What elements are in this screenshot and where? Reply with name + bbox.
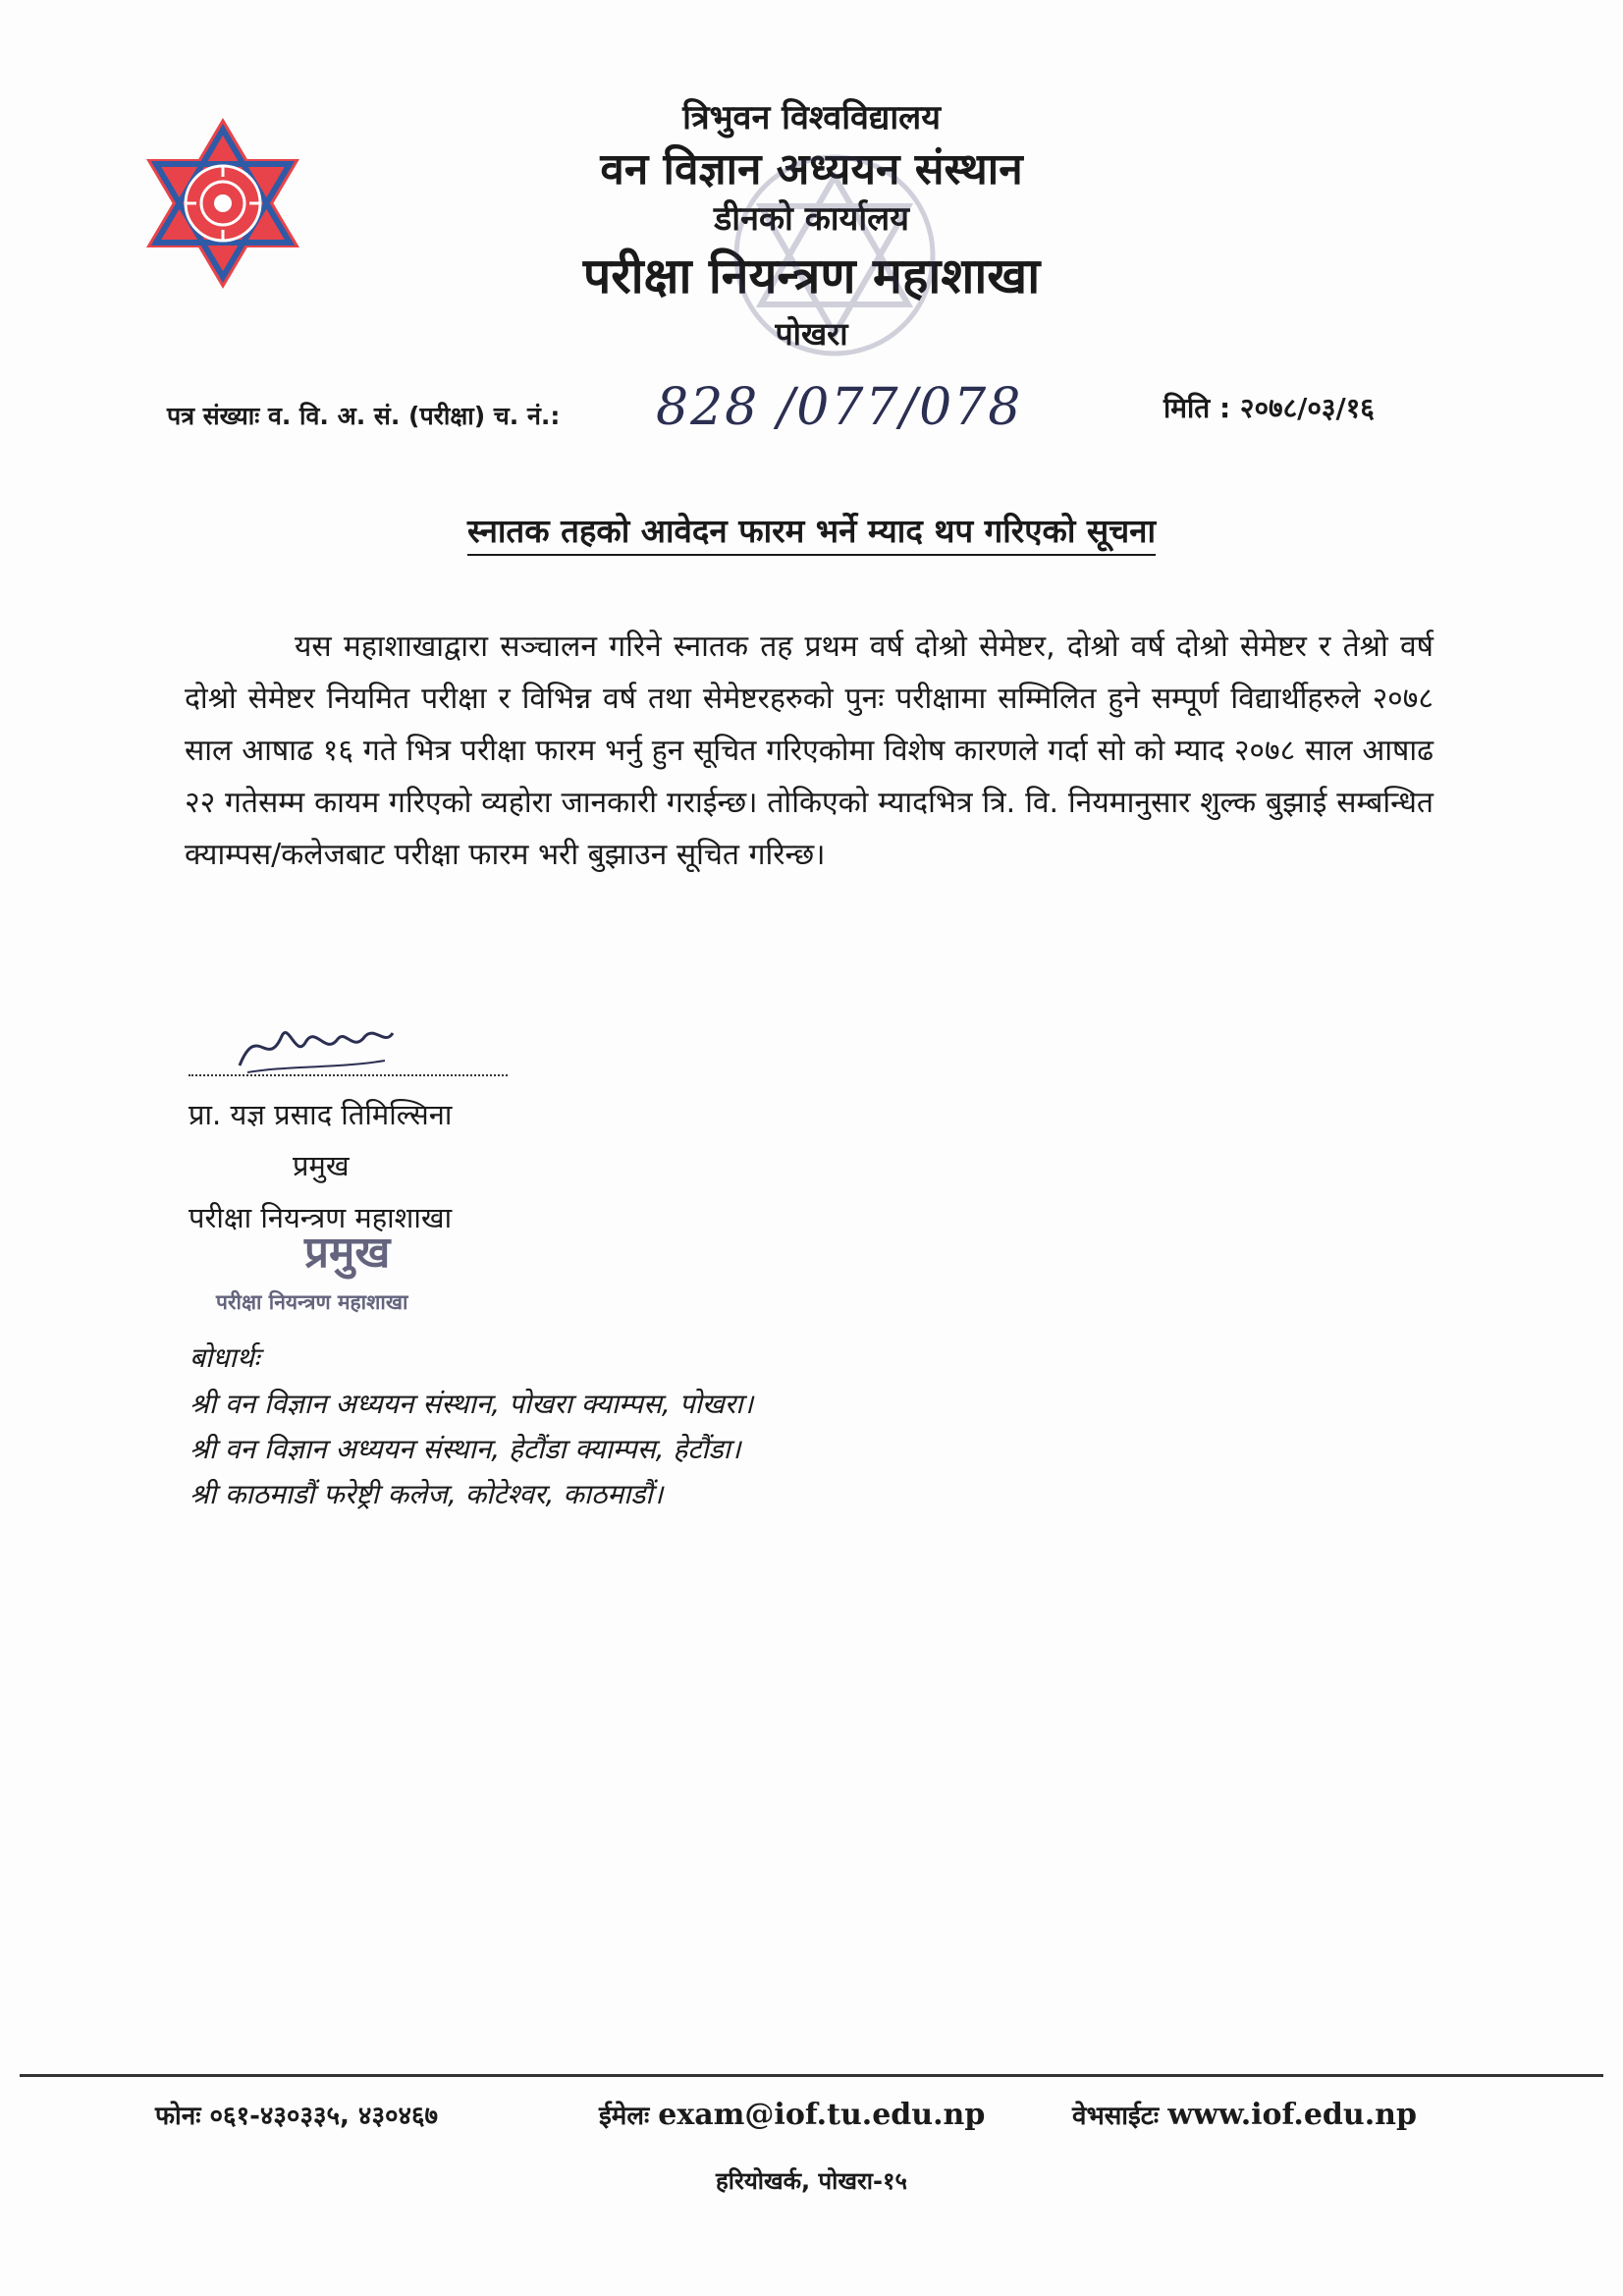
cc-item: श्री काठमाडौं फरेष्ट्री कलेज, कोटेश्वर, काठमाडौं। — [189, 1478, 664, 1510]
date: मिति : २०७८/०३/१६ — [1163, 392, 1375, 424]
footer-divider — [20, 2074, 1603, 2077]
subject-text: स्नातक तहको आवेदन फारम भर्ने म्याद थप गरिएको सूचना — [467, 512, 1156, 556]
signatory-department: परीक्षा नियन्त्रण महाशाखा — [189, 1201, 453, 1234]
notice-subject — [0, 508, 1623, 552]
office-name: डीनको कार्यालय — [714, 199, 909, 239]
city-name: पोखरा — [775, 315, 848, 353]
reference-label: पत्र संख्याः व. वि. अ. सं. (परीक्षा) च. नं.: — [167, 402, 561, 430]
cc-item: श्री वन विज्ञान अध्ययन संस्थान, हेटौंडा क्याम्पस, हेटौंडा। — [189, 1433, 741, 1465]
signature-line — [189, 1074, 508, 1076]
footer-email — [599, 2097, 985, 2132]
stamp-title: प्रमुख — [304, 1228, 391, 1278]
reference-number: 828 /077/078 — [656, 378, 1023, 437]
cc-item: श्री वन विज्ञान अध्ययन संस्थान, पोखरा क्याम्पस, पोखरा। — [189, 1388, 754, 1420]
email-value: exam@iof.tu.edu.np — [658, 2098, 986, 2132]
signatory-title: प्रमुख — [293, 1149, 350, 1182]
signature — [228, 1011, 405, 1080]
notice-body: यस महाशाखाद्वारा सञ्चालन गरिने स्नातक तह प्रथम वर्ष दोश्रो सेमेष्टर, दोश्रो वर्ष दोश्रो सेमेष्टर र तेश्रो वर्ष दोश्रो सेमेष्टर नियमित परीक्षा र विभिन्न वर्ष तथा सेमेष्टरहरुको पुनः परीक्षामा सम्मिलित हुने सम्पूर्ण विद्यार्थीहरुले २०७८ साल आषाढ १६ गते भित्र परीक्षा फारम भर्नु हुन सूचित गरिएकोमा विशेष कारणले गर्दा सो को म्याद २०७८ साल आषाढ २२ गतेसम्म कायम गरिएको व्यहोरा जानकारी गराईन्छ। तोकिएको म्यादभित्र त्रि. वि. नियमानुसार शुल्क बुझाई सम्बन्धित क्याम्पस/कलेजबाट परीक्षा फारम भरी बुझाउन सूचित गरिन्छ। — [185, 629, 1434, 872]
footer-phone — [155, 2097, 438, 2132]
division-name: परीक्षा नियन्त्रण महाशाखा — [582, 247, 1041, 304]
stamp-department: परीक्षा नियन्त्रण महाशाखा — [216, 1290, 408, 1314]
email-label: ईमेलः — [599, 2102, 650, 2131]
signatory-name: प्रा. यज्ञ प्रसाद तिमिल्सिना — [189, 1098, 453, 1131]
institute-name: वन विज्ञान अध्ययन संस्थान — [600, 144, 1023, 194]
footer-address: हरियोखर्क, पोखरा-१५ — [716, 2167, 907, 2195]
phone-value: ०६१-४३०३३५, ४३०४६७ — [209, 2102, 439, 2131]
cc-title: बोधार्थः — [189, 1341, 260, 1374]
university-name: त्रिभुवन विश्वविद्यालय — [682, 98, 941, 137]
website-label: वेभसाईटः — [1072, 2102, 1160, 2131]
website-value: www.iof.edu.np — [1167, 2098, 1417, 2132]
footer-website — [1072, 2097, 1417, 2132]
phone-label: फोनः — [155, 2102, 201, 2131]
office-seal-stamp — [707, 147, 962, 373]
